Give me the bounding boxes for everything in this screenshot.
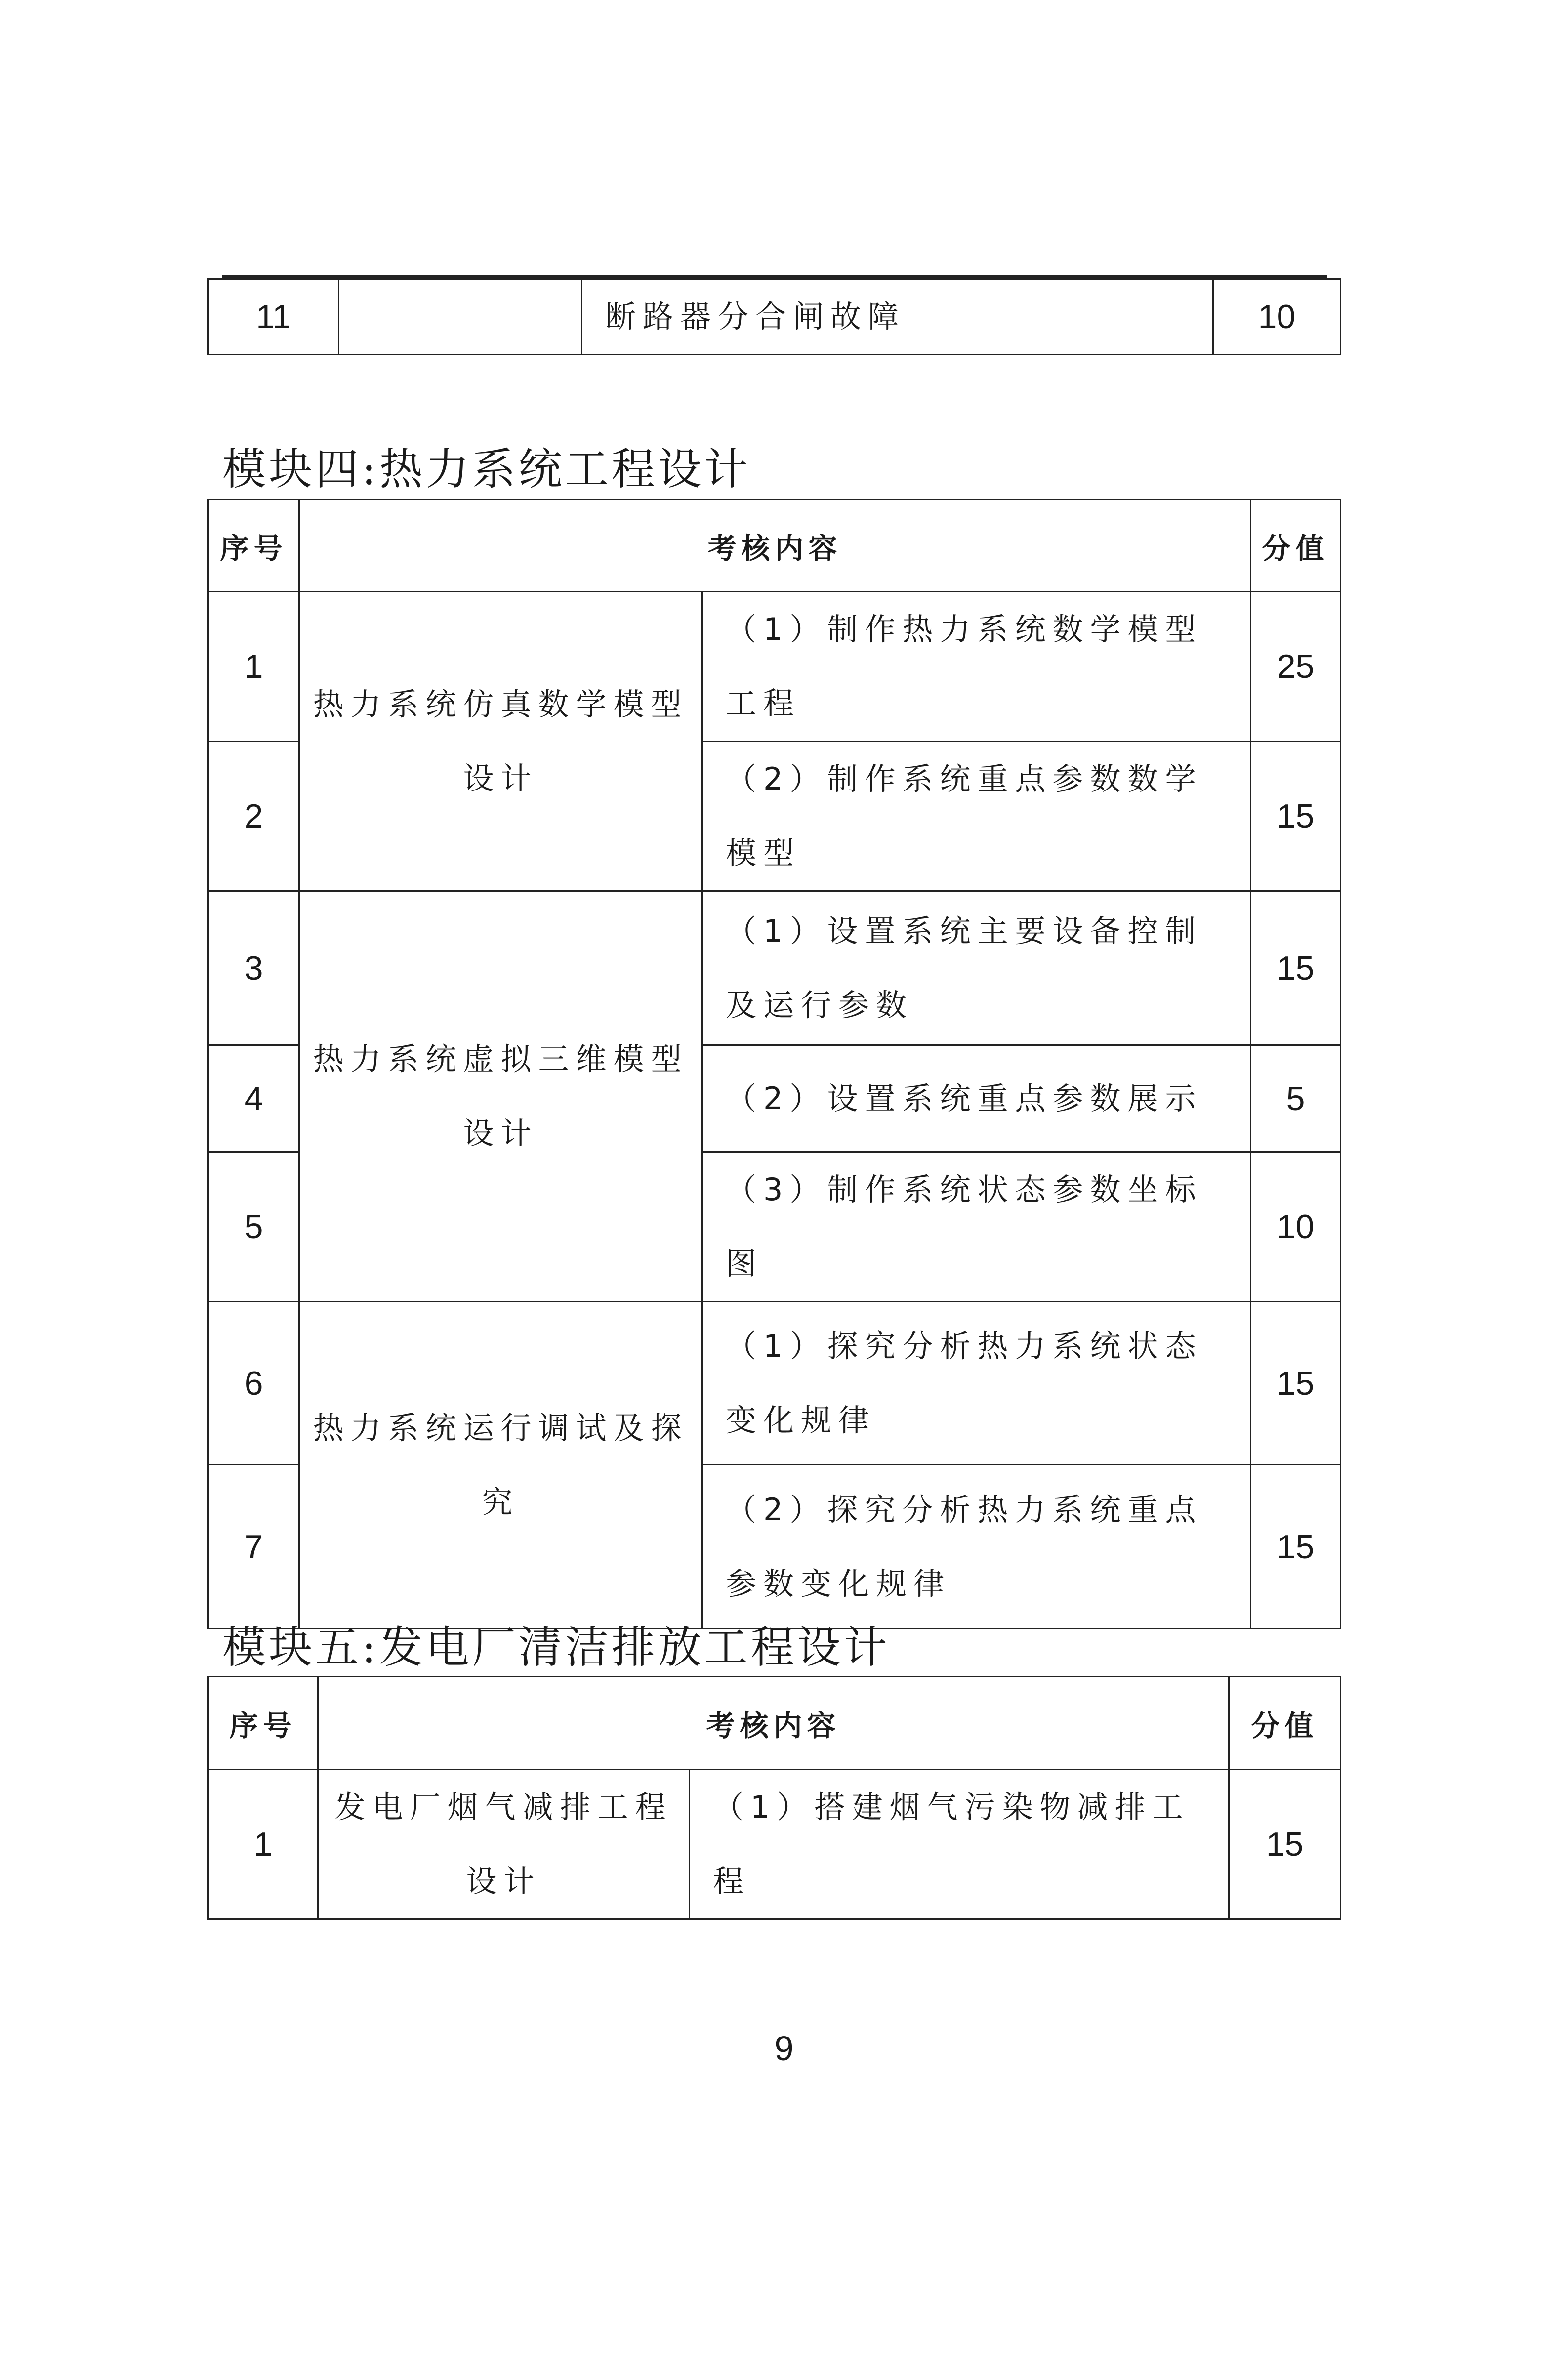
content-cell: （2）探究分析热力系统重点参数变化规律 (702, 1465, 1251, 1629)
header-content: 考核内容 (318, 1677, 1229, 1770)
seq-cell: 1 (208, 592, 299, 742)
table-row (208, 279, 1341, 355)
seq-cell: 7 (208, 1465, 299, 1629)
content-cell: （1）探究分析热力系统状态变化规律 (702, 1302, 1251, 1465)
group-cell: 热力系统运行调试及探究 (299, 1302, 702, 1629)
score-cell: 15 (1251, 1302, 1341, 1465)
group-cell: 热力系统仿真数学模型设计 (299, 592, 702, 891)
content-cell: （3）制作系统状态参数坐标图 (702, 1152, 1251, 1302)
table-row (208, 592, 1341, 742)
score-cell: 5 (1251, 1045, 1341, 1152)
continued-table (207, 278, 1341, 355)
module5-table (207, 1676, 1341, 1920)
content-cell: （2）设置系统重点参数展示 (702, 1045, 1251, 1152)
table-row (208, 891, 1341, 1045)
content-cell: （1）搭建烟气污染物减排工程 (690, 1770, 1229, 1919)
content-cell: 断路器分合闸故障 (582, 279, 1213, 355)
category-cell: 发电厂烟气减排工程设计 (318, 1770, 690, 1919)
content-cell: （1）设置系统主要设备控制及运行参数 (702, 891, 1251, 1045)
score-cell: 25 (1251, 592, 1341, 742)
header-content: 考核内容 (299, 500, 1251, 592)
score-cell: 10 (1251, 1152, 1341, 1302)
group-cell: 热力系统虚拟三维模型设计 (299, 891, 702, 1302)
seq-cell: 5 (208, 1152, 299, 1302)
table-header-row (208, 500, 1341, 592)
seq-cell: 6 (208, 1302, 299, 1465)
score-cell: 15 (1251, 742, 1341, 891)
header-seq: 序号 (208, 1677, 318, 1770)
module4-title: 模块四:热力系统工程设计 (222, 444, 751, 495)
header-seq: 序号 (208, 500, 299, 592)
table-row (208, 1302, 1341, 1465)
seq-cell: 11 (208, 279, 339, 355)
page-number: 9 (774, 2029, 794, 2068)
score-cell: 15 (1229, 1770, 1341, 1919)
table-row (208, 1770, 1341, 1919)
score-cell: 15 (1251, 891, 1341, 1045)
module5-title: 模块五:发电厂清洁排放工程设计 (222, 1622, 890, 1673)
score-cell: 10 (1213, 279, 1341, 355)
seq-cell: 2 (208, 742, 299, 891)
seq-cell: 3 (208, 891, 299, 1045)
content-cell: （1）制作热力系统数学模型工程 (702, 592, 1251, 742)
content-cell: （2）制作系统重点参数数学模型 (702, 742, 1251, 891)
module4-table (207, 499, 1341, 1629)
score-cell: 15 (1251, 1465, 1341, 1629)
seq-cell: 1 (208, 1770, 318, 1919)
header-score: 分值 (1229, 1677, 1341, 1770)
table-header-row (208, 1677, 1341, 1770)
category-cell (339, 279, 582, 355)
seq-cell: 4 (208, 1045, 299, 1152)
header-score: 分值 (1251, 500, 1341, 592)
